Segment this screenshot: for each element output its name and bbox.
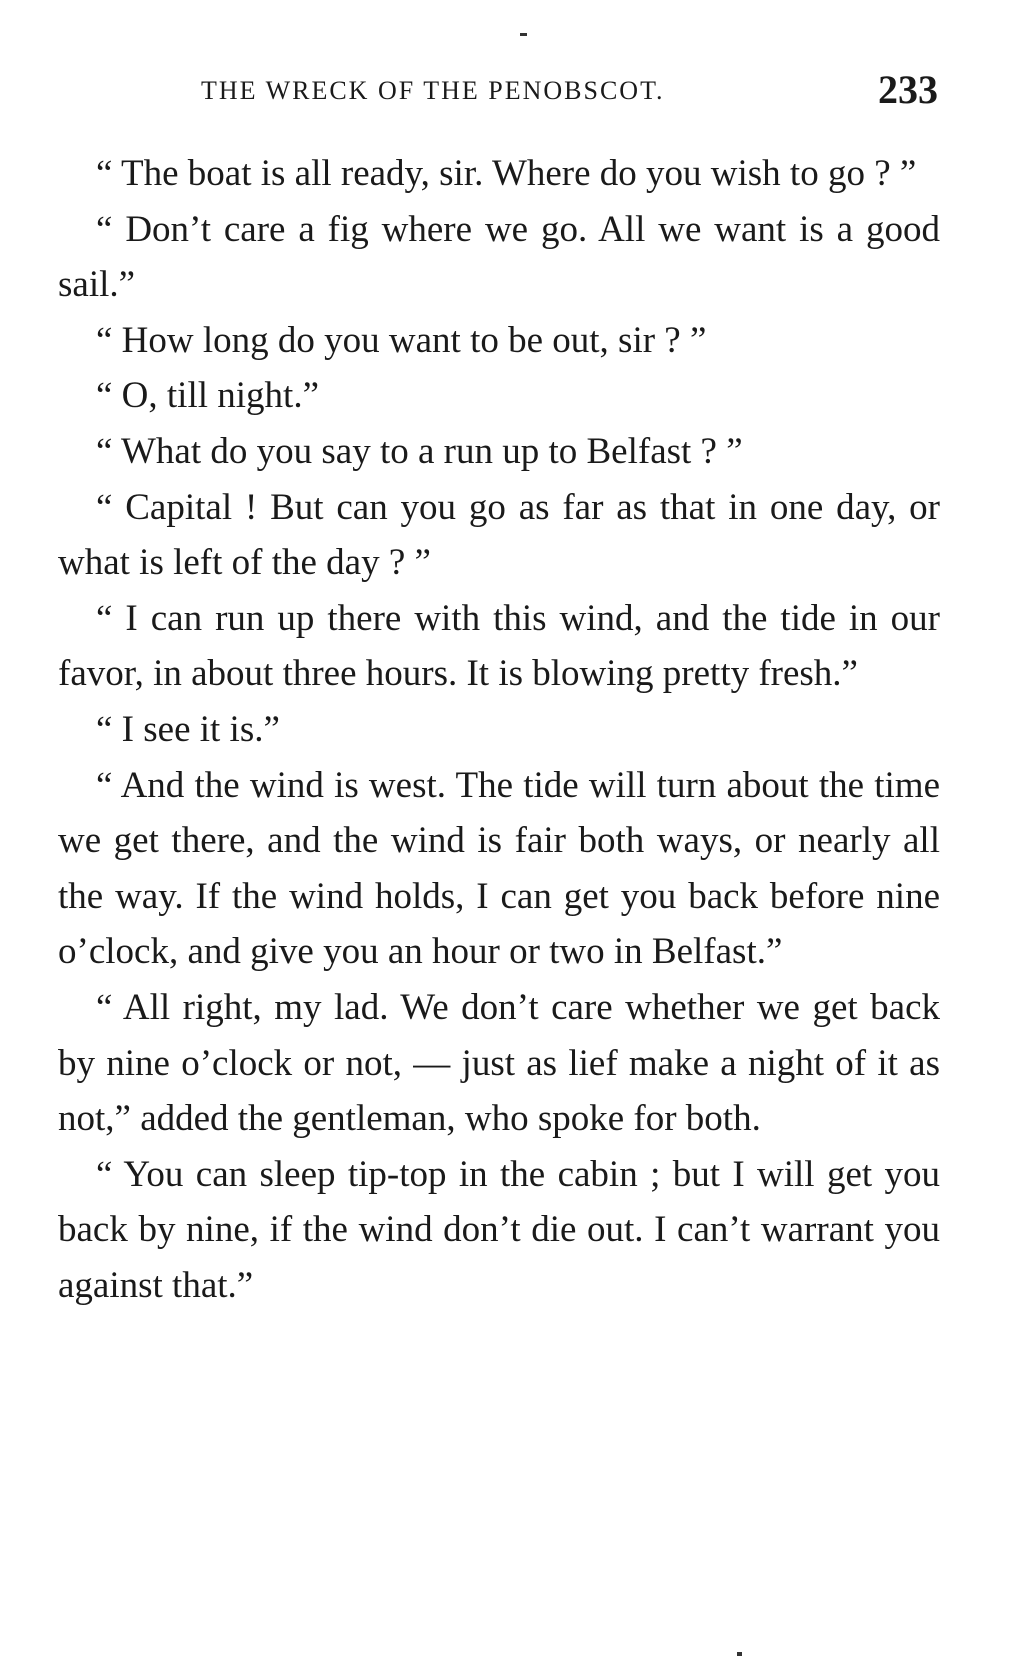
ink-speck <box>737 1652 742 1656</box>
paragraph: “ O, till night.” <box>96 375 319 417</box>
page-number: 233 <box>878 67 938 112</box>
ink-speck <box>520 33 527 36</box>
paragraph: “ I can run up there with this wind, and the tide in our favor, in about three hours. It is blowing pretty fresh.” <box>58 597 940 695</box>
paragraph: “ You can sleep tip-top in the cabin ; but I will get you back by nine, if the wind don’t die out. I can’t warrant you against that.” <box>58 1153 940 1306</box>
paragraph: “ What do you say to a run up to Belfast ? ” <box>96 430 743 472</box>
paragraph: “ Don’t care a fig where we go. All we want is a good sail.” <box>58 208 940 306</box>
paragraph: “ The boat is all ready, sir. Where do you wish to go ? ” <box>96 153 917 194</box>
page-header <box>58 62 938 118</box>
paragraph: “ And the wind is west. The tide will turn about the time we get there, and the wind is fair both ways, or nearly all the way. If the wind holds, I can get you back before nine o’clock, and give you an hour or two in Belfast.” <box>58 764 940 973</box>
paragraph: “ I see it is.” <box>96 708 280 750</box>
paragraph: “ All right, my lad. We don’t care whether we get back by nine o’clock or not, — just as lief make a night of it as not,” added the gentleman, who spoke for both. <box>58 986 940 1140</box>
running-title: THE WRECK OF THE PENOBSCOT. <box>201 76 665 105</box>
page-body <box>58 146 940 1313</box>
paragraph: “ Capital ! But can you go as far as that in one day, or what is left of the day ? ” <box>58 486 940 584</box>
paragraph: “ How long do you want to be out, sir ? ” <box>96 319 707 361</box>
